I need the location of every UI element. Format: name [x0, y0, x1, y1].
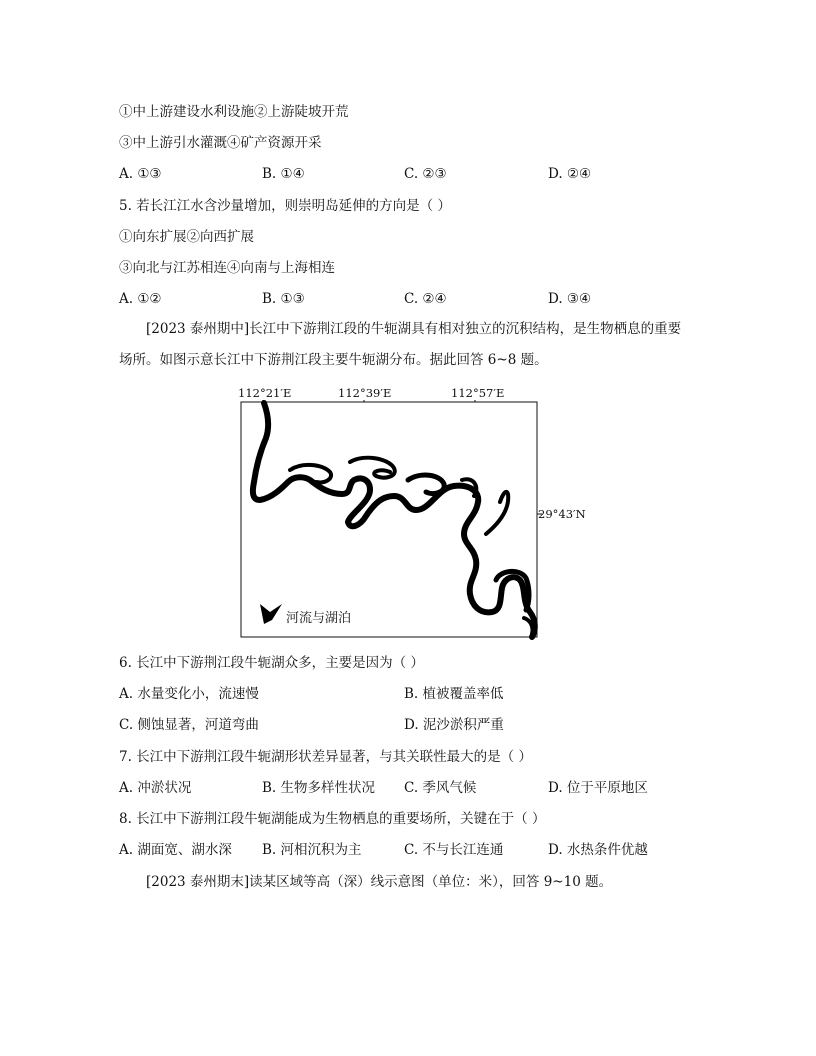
legend-label: 河流与湖泊	[286, 611, 352, 626]
q4-option-b: B. ①④	[262, 166, 305, 182]
q4-option-c: C. ②③	[404, 166, 447, 182]
intro-6-8	[119, 314, 704, 376]
q7-option-d: D. 位于平原地区	[548, 780, 648, 796]
q4-statement-line1: ①中上游建设水利设施②上游陡坡开荒	[119, 104, 349, 120]
q5-option-a: A. ①②	[119, 291, 162, 307]
q8-option-c: C. 不与长江连通	[404, 842, 504, 858]
intro-6-8-line2: 场所。如图示意长江中下游荆江段主要牛轭湖分布。据此回答 6~8 题。	[119, 352, 548, 368]
q8-stem: 8. 长江中下游荆江段牛轭湖能成为生物栖息的重要场所，关键在于（ ）	[119, 811, 546, 827]
q5-option-b: B. ①③	[262, 291, 305, 307]
lon-label-1: 112°21′E	[238, 386, 292, 400]
q5-statement-line2: ③向北与江苏相连④向南与上海相连	[119, 260, 335, 276]
q4-statement-line2: ③中上游引水灌溉④矿产资源开采	[119, 135, 322, 151]
jingjiang-oxbow-lake-map	[230, 384, 586, 640]
q7-option-b: B. 生物多样性状况	[262, 780, 376, 796]
q8-option-d: D. 水热条件优越	[548, 842, 648, 858]
q7-option-c: C. 季风气候	[404, 780, 477, 796]
q6-option-b: B. 植被覆盖率低	[404, 686, 504, 702]
map-frame	[241, 402, 537, 637]
intro-6-8-line1: [2023 泰州期中]长江中下游荆江段的牛轭湖具有相对独立的沉积结构，是生物栖息的重要	[146, 321, 682, 337]
q8-option-a: A. 湖面宽、湖水深	[119, 842, 232, 858]
lon-label-3: 112°57′E	[451, 386, 505, 400]
q5-option-c: C. ②④	[404, 291, 447, 307]
lon-label-2: 112°39′E	[338, 386, 392, 400]
q6-option-d: D. 泥沙淤积严重	[404, 717, 504, 733]
q4-option-a: A. ①③	[119, 166, 162, 182]
q4-option-d: D. ②④	[548, 166, 592, 182]
q5-stem: 5. 若长江江水含沙量增加，则崇明岛延伸的方向是（ ）	[119, 198, 451, 214]
lat-label: 29°43′N	[538, 507, 586, 521]
q5-option-d: D. ③④	[548, 291, 592, 307]
q8-option-b: B. 河相沉积为主	[262, 842, 362, 858]
q7-option-a: A. 冲淤状况	[119, 780, 192, 796]
q7-stem: 7. 长江中下游荆江段牛轭湖形状差异显著，与其关联性最大的是（ ）	[119, 749, 532, 765]
q6-stem: 6. 长江中下游荆江段牛轭湖众多，主要是因为（ ）	[119, 655, 424, 671]
intro-9-10: [2023 泰州期末]读某区域等高（深）线示意图（单位：米），回答 9~10 题。	[146, 874, 613, 890]
q5-statement-line1: ①向东扩展②向西扩展	[119, 229, 254, 245]
q6-option-a: A. 水量变化小，流速慢	[119, 686, 259, 702]
q6-option-c: C. 侧蚀显著，河道弯曲	[119, 717, 259, 733]
